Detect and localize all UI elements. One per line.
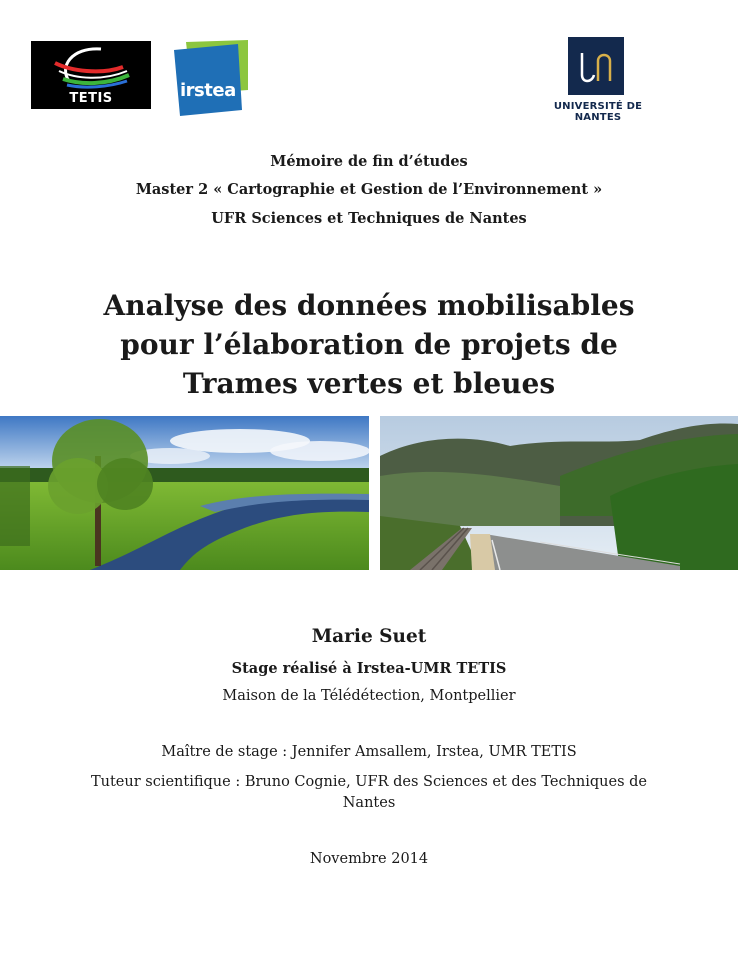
nantes-logo: [530, 37, 666, 123]
irstea-logo-text: irstea: [180, 80, 236, 101]
nantes-logo-text: UNIVERSITÉ DE NANTES: [553, 101, 643, 123]
document-date: Novembre 2014: [309, 851, 429, 867]
header-line-1: Mémoire de fin d’études: [270, 153, 468, 170]
irstea-squares-icon: [172, 40, 250, 116]
irstea-logo: [172, 40, 250, 116]
title-line-1: Analyse des données mobilisables: [103, 289, 635, 322]
header-line-2: Master 2 « Cartographie et Gestion de l’Environnement »: [135, 181, 603, 198]
river-landscape-photo: [0, 416, 369, 570]
header-line-3: UFR Sciences et Techniques de Nantes: [211, 210, 527, 227]
title-line-3: Trames vertes et bleues: [182, 367, 556, 400]
lab-location: Maison de la Télédétection, Montpellier: [222, 688, 516, 704]
road-railway-photo: [380, 416, 738, 570]
stage-location: Stage réalisé à Irstea-UMR TETIS: [231, 660, 507, 677]
tuteur-line-2: Nantes: [342, 795, 396, 811]
tuteur-line-1: Tuteur scientifique : Bruno Cognie, UFR des Sciences et des Techniques de: [90, 774, 648, 790]
nantes-emblem-icon: [568, 37, 624, 95]
tetis-logo-text: TETIS: [69, 91, 113, 106]
tetis-logo: [31, 41, 151, 109]
maitre-de-stage: Maître de stage : Jennifer Amsallem, Irstea, UMR TETIS: [161, 744, 577, 760]
title-line-2: pour l’élaboration de projets de: [120, 328, 618, 361]
author-name: Marie Suet: [311, 626, 427, 647]
